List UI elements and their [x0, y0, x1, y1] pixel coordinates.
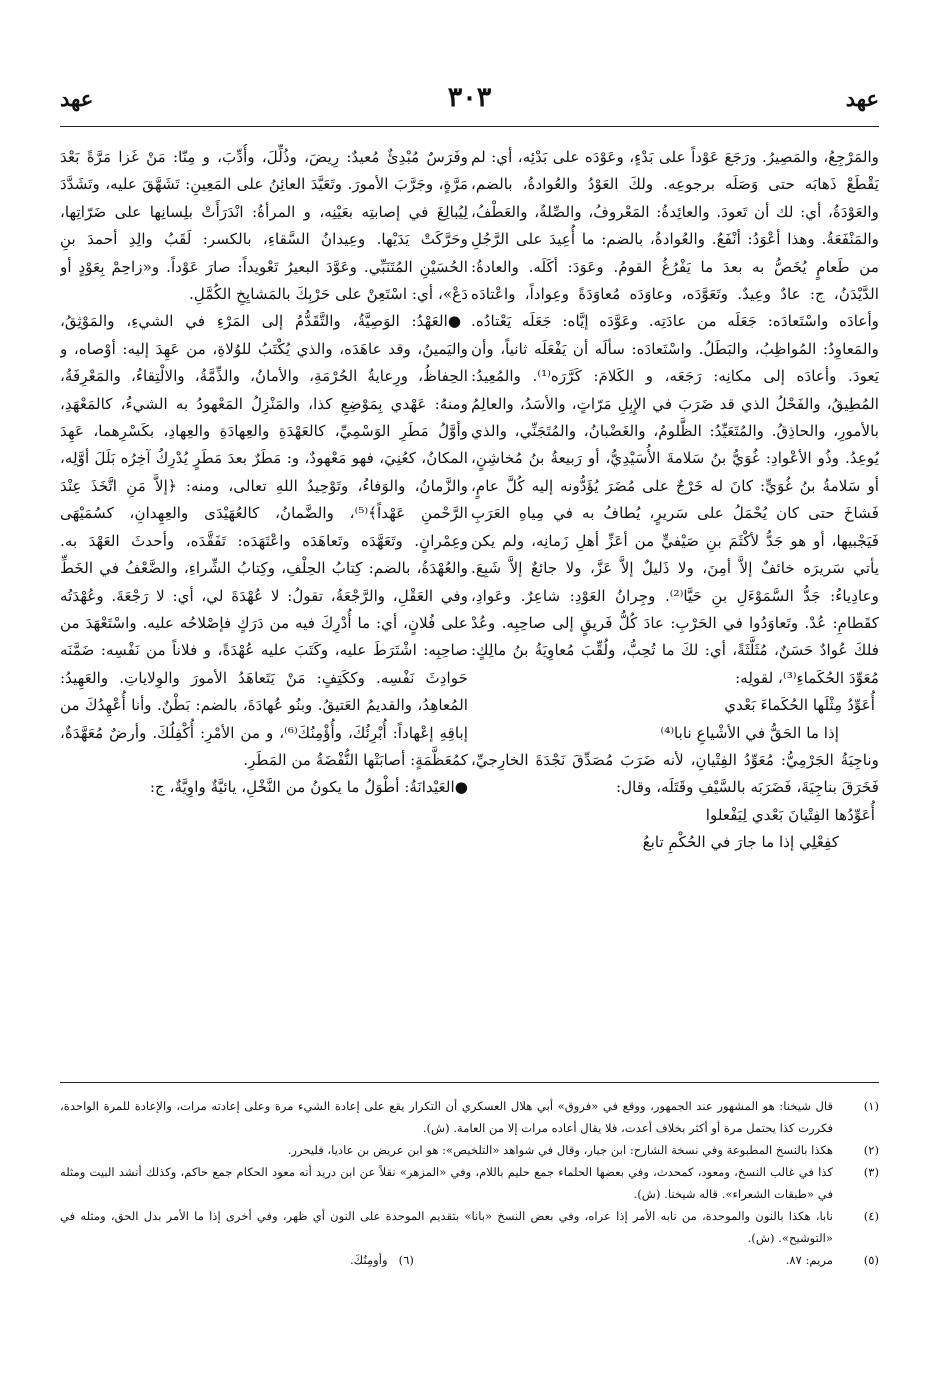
- left-column: [60, 144, 468, 1064]
- running-head-right: عهد: [845, 86, 879, 111]
- footnotes: [60, 1082, 879, 1271]
- paragraph-awd: والمَرْجِعُ، والمَصِيرُ. ورَجَعَ عَوْداً على بَدْءٍ، وعَوْدَه على بَدْئِه، أي: لم يَقْطَعْ ذَهابَه حتى وَصَلَه برجوعِه. ولكَ العَوْدُ والعُوادةُ، بالضم، والعَوْدَةُ، أي: لك أن تَعودَ. والعائِدةُ: المَعْروفُ، والصِّلةُ، والعَطْفُ، والمَنْفَعَةُ. وهذا أعْوَدُ: أنْفَعُ. والعُوادةُ، بالضم: ما أُعِيدَ على الرَّجُلِ من طَعامٍ يُخَصُّ به بعدَ ما يَفْرُغُ القومُ. وعَوَدَ: أكَلَه. والعادةُ: الدَّيْدَنُ، ج: عادٌ وعِيدٌ. وتَعَوَّدَه، وعاوَدَه مُعاوَدَةً وعِواداً، واعْتادَه وأعادَه واسْتَعادَه: جَعَلَه من عادَتِه. وعَوَّدَه إيَّاه: جَعَلَه يَعْتادُه. والمَعاوِدُ: المُواظِبُ، والبَطَلُ. واسْتَعادَه: سألَه أن يَفْعَلَه ثانياً، وأن يَعودَ. وأعادَه إلى مكانِه: رَجَعَه، و الكَلامَ: كَرَّرَه⁽¹⁾. والمُعِيدُ: المُطِيقُ، والفَحْلُ الذي قد ضَرَبَ في الإِبِلِ مَرّاتٍ، والأسَدُ، والعالِمُ بالأمورِ، والحاذِقُ. والمُتَعَيِّدُ: الظَّلومُ، والغَضْبانُ، والمُتَجَنِّي، والذي يُوعِدُ. وذُو الأعْوادِ: غُوَيُّ بنُ سَلامةَ الأُسَيْدِيُّ، أو رَبيعةُ بنُ مُخاشِنٍ، أو سَلامةُ بنُ غُوَيٍّ: كانَ له خَرْجٌ على مُضَرَ يُؤَدُّونه إليه كُلَّ عامٍ، فَشاخَ حتى كان يُحْمَلُ على سَريرٍ، يُطافُ به في مِياهِ العَرَبِ فَيَجْبيها، أو هو جَدُّ لأكْثَمَ بنِ صَيْفيٍّ من أعَزِّ أهلِ زَمانِه، ولم يكن يأتي سَريرَه خائفٌ إلاَّ أمِنَ، ولا ذَليلٌ إلاَّ عَزَّ، ولا جائعٌ إلاَّ شَبِعَ. وعادِياءُ: جَدُّ السَّمَوْءَلِ بنِ حَيَّا⁽²⁾. وجِرانُ العَوْدِ: شاعِرٌ. وعَوادِ، كقَطامِ: عُدْ. وتَعاوَدُوا في الحَرْبِ: عادَ كُلُّ فَريقٍ إلى صاحِبِه. وعُدْ فلكَ عُوادٌ حَسَنٌ، مُثَلَّثَةً، أي: لكَ ما تُحِبُّ، ولُقِّبَ مُعاوِيَةُ بنُ مالِكٍ: مُعَوِّدَ الحُكَماءِ⁽³⁾، لقولِه:: [471, 148, 879, 687]
- footnote-number: (١): [863, 1099, 879, 1113]
- footnote-number: (٢): [863, 1143, 879, 1157]
- footnote-6: [350, 1249, 414, 1271]
- footnote-text: هكذا بالنسخ المطبوعة وفي نسخة الشارح: ابن جيار، وقال في شواهد «التلخيص»: هو ابن عريض بن عاديا، فليحرر.: [287, 1143, 833, 1157]
- footnote: [60, 1139, 879, 1161]
- paragraph-najiya: وناجِيَةُ الجَرْمِيُّ: مُعَوِّدُ الفِتْيانِ، لأنه ضَرَبَ مُصَدِّقَ نَجْدَةَ الخارِجيِّ، فَخَرَقَ بناجِيَةَ، فَضَرَبَه بالسَّيْفِ وقَتَلَه، وقال:: [471, 750, 879, 797]
- verse-line: إذا ما الحَقُّ في الأشْياعِ نابا⁽⁴⁾: [660, 723, 839, 742]
- running-head-left: عهد: [60, 86, 94, 111]
- footnote: [60, 1095, 879, 1139]
- entry-aydana: [60, 774, 468, 801]
- page-header: [60, 82, 879, 127]
- right-column: [471, 144, 879, 1064]
- verse-line: كفِعْلِي إذا ما جارَ في الحُكْمِ تابعُ: [642, 833, 839, 852]
- page-number: ٣٠٣: [447, 82, 492, 113]
- entry-ahd: [60, 308, 468, 774]
- footnote-number: (٦): [398, 1253, 414, 1267]
- verse-line: أُعَوِّدُ مِثْلَها الحُكَماءَ بَعْدي: [724, 696, 875, 715]
- footnote-text: مريم: ٨٧.: [785, 1253, 833, 1267]
- footnote-text: كذا في غالب النسخ، ومعود، كمحدث، وفي بعضها الحلماء جمع حليم باللام، وفي «المزهر» نقلاً عن ابن دريد أنه معود الحكام جمع حاكم، وكذلك أنشد البيت ومثله في «طبقات الشعراء». قاله شيخنا. (ش).: [60, 1165, 833, 1201]
- footnote-number: (٤): [863, 1209, 879, 1223]
- entry-ahd-text: العَهْدُ: الوَصِيَّةُ، والتَّقَدُّمُ إلى المَرْءِ في الشيءِ، والمَوْثِقُ، واليَمينُ، وقد عاهَدَه، والذي يُكْتَبُ للوُلاةِ، من عَهِدَ إليه: أوْصاه، و الحِفاظُ، ورِعايةُ الحُرْمَةِ، والأمانُ، والذِّمَّةُ، والالْتِقاءُ، والمَعْرِفَةُ، ومنهُ: عَهْدي بِمَوْضِعِ كذا، والمَنْزِلُ المَعْهودُ به الشيءُ، كالمَعْهَدِ، وأوَّلُ مَطَرِ الوَسْمِيِّ، كالعَهْدَةِ والعِهادَةِ والعِهادِ، بكَسْرِهما، عَهِدَ المكانُ، كعُنِيَ، فهو مَعْهودٌ، و: مَطَرٌ بعدَ مَطَرٍ يُدْرِكُ آخِرُه بَلَلَ أوَّلِه، والزَّمانُ، والوَفاءُ، وتَوْحِيدُ اللهِ تعالى، ومنه: ﴿إلاَّ مَنِ اتَّخَذَ عِنْدَ الرَّحْمنِ عَهْداً﴾⁽⁵⁾، والضَّمانُ، كالعُهَيْدَى والعِهِدانِ، كسُمَيْهَى وعِمْرانٍ. وتَعَهَّدَه وتَعاهَدَه واعْتَهَدَه: تَفَقَّدَه، وأحدثَ العَهْدَ به. والعُهْدَةُ، بالضم: كِتابُ الحِلْفِ، وكِتابُ الشِّراءِ، والضَّعْفُ في الخَطِّ وفي العَقْلِ، والرَّجْعَةُ، تقولُ: لا عُهْدَةَ لي، أي: لا رَجْعَةَ. وعُهْدَتُه على فُلانٍ، أي: ما أُدْرِكَ فيه من دَرَكٍ فإصْلاحُه عليه. واسْتَعْهَدَ من صاحِبِه: اشْتَرَطَ عليه، وكَتَبَ عليه عُهْدَةً، و فلاناً من نَفْسِه: ضَمَّنَه حَوادِثَ نَفْسِه. وككَتِفٍ: مَنْ يَتَعاهَدُ الأمورَ والوِلاياتِ. والعَهِيدُ: المُعاهِدُ، والقديمُ العَتيقُ. وبنُو عُهادَةَ، بالضم: بَطْنٌ. وأنا أُعْهِدُكَ من إباقِهِ إعْهاداً: أُبْرِئُكَ، وأُؤْمِنُكَ⁽⁶⁾، و من الأمْرِ: أُكْفِلُكَ. وأرضٌ مُعَهَّدَةٌ، كمُعَظَّمَةٍ: أصابَتْها النُّفْضَةُ من المَطَرِ.: [60, 312, 468, 769]
- footnote-number: (٥): [863, 1253, 879, 1267]
- entry-bullet-icon: ●: [447, 312, 468, 331]
- paragraph-faras: وفَرَسٌ مُبْدِئٌ مُعيدٌ: رِيضَ، وذُلِّلَ، وأُدِّبَ، و مِنّا: مَنْ غَزا مَرَّةً بَعْدَ مَرَّةٍ، وجَرَّبَ الأمورَ. وتَعَيَّدَ العائِنُ على المَعِينِ: تَشَهَّقَ عليه، وتَشَدَّدَ لِيُبالِغَ في إصابتِه بعَيْنِه، و المرأةُ: انْدَرَأَتْ بلِسانِها على ضَرّاتِها، وحَرَّكَتْ يَدَيْها. وعِيدانُ السَّقاءِ، بالكسر: لَقَبُ والِدِ أحمدَ بنِ الحُسَيْنِ المُتَنَبِّي. وعَوَّدَ البعيرُ تَعْويداً: صارَ عَوْداً. و«زاحِمْ بِعَوْدٍ أو دَعْ»، أي: اسْتَعِنْ على حَرْبِكَ بالمَشايِخِ الكُمَّلِ.: [60, 148, 468, 304]
- footnote-text: قال شيخنا: هو المشهور عند الجمهور، ووقع في «فروق» أبي هلال العسكري أن التكرار يقع على إعادة الشيء مرة وعلى إعادته مرات، والإعادة للمرة الواحدة، فكررت كذا يحتمل مرة أو أكثر بخلاف أعدت، فلا يقال أعاده مرات إلا من العامة. (ش).: [60, 1099, 833, 1135]
- footnote-number: (٣): [863, 1165, 879, 1179]
- verse-line: أُعَوِّدُها الفِتْيانَ بَعْدي لِيَفْعلوا: [705, 805, 875, 824]
- entry-bullet-icon: ●: [454, 778, 468, 797]
- footnote: [60, 1249, 879, 1271]
- footnote: [60, 1205, 879, 1249]
- footnote-text: نابا، هكذا بالنون والموحدة، من نابه الأمر إذا عراه، وفي بعض النسخ «بانا» بتقديم الموحدة على النون أي ظهر، وفي أخرى إذا ما الأمر بدل الحق، ومثله في «التوشيح». (ش).: [60, 1209, 833, 1245]
- entry-aydana-text: العَيْدانَةُ: أطْوَلُ ما يكونُ من النَّخْلِ، يائيَّةٌ واوِيَّةٌ، ج:: [149, 778, 455, 797]
- footnote-text: وأومِنُكَ.: [350, 1253, 388, 1267]
- footnote: [60, 1161, 879, 1205]
